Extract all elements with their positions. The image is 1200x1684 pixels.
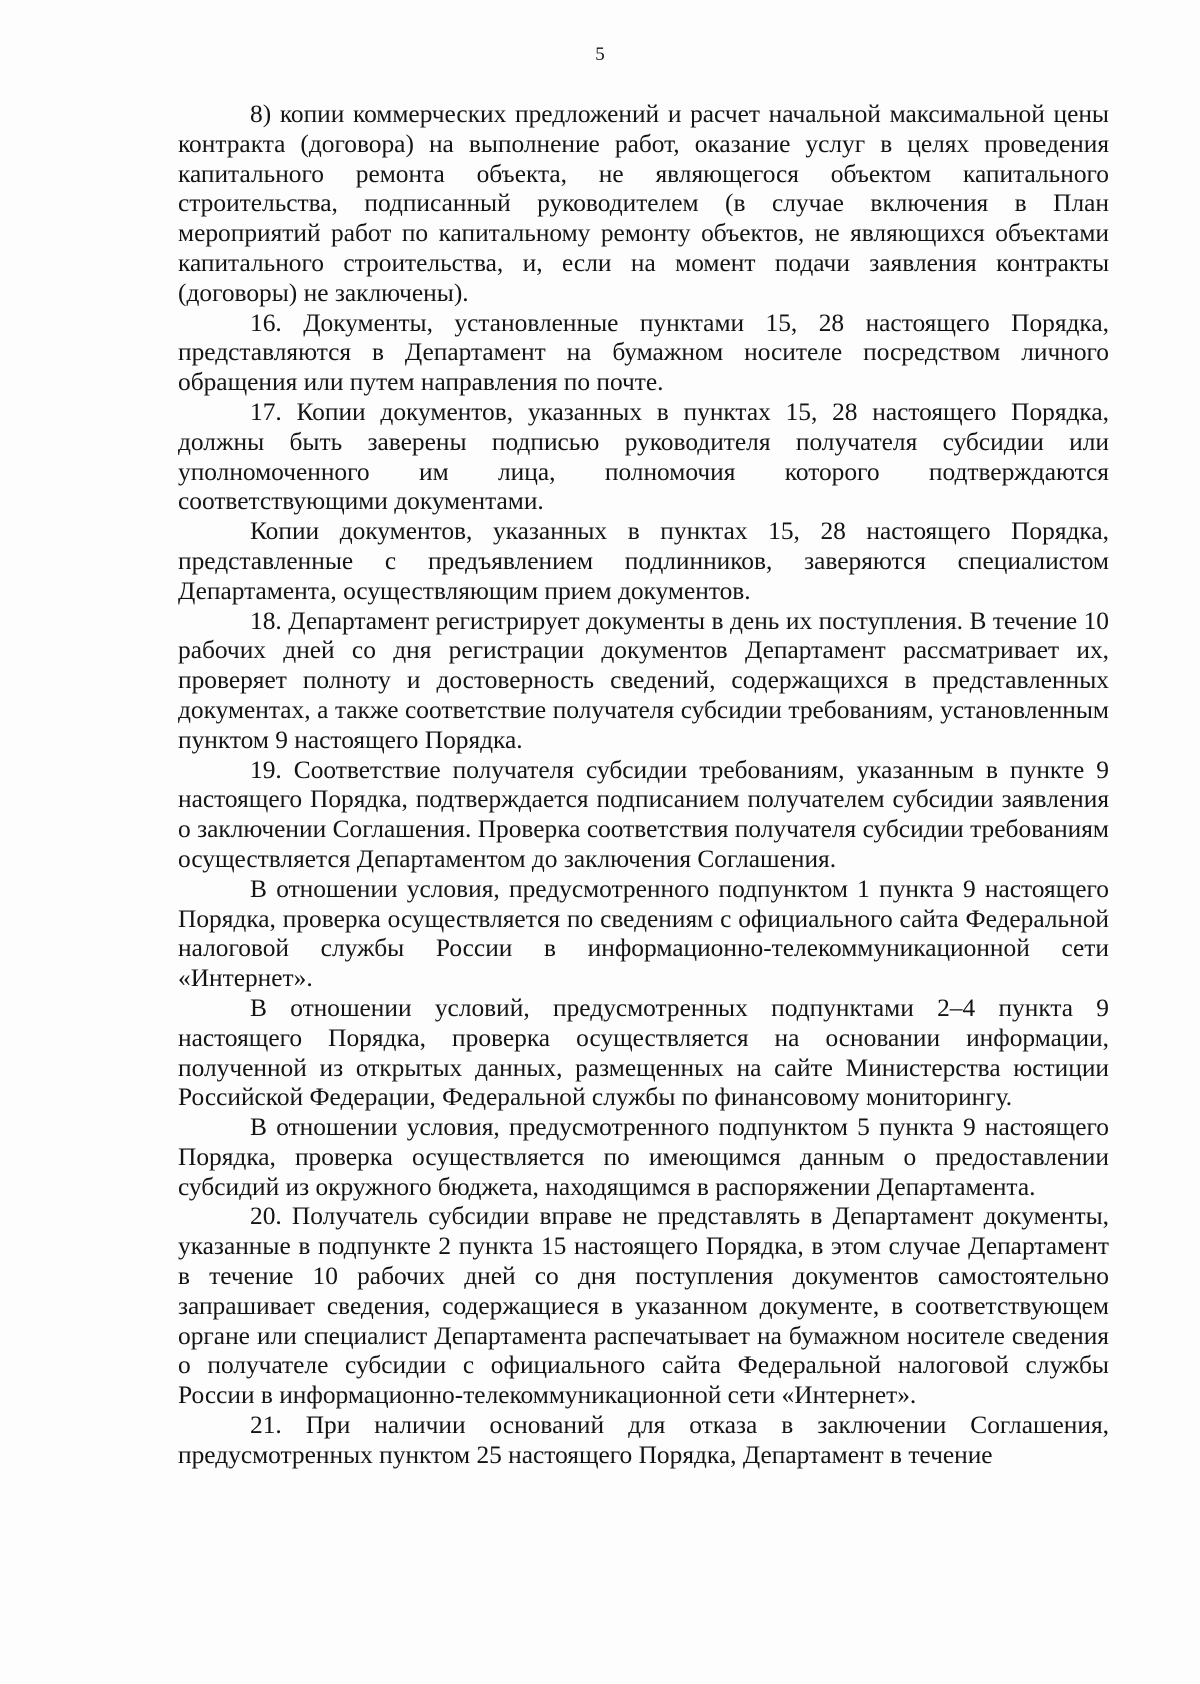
paragraph-21: 21. При наличии оснований для отказа в заключении Соглашения, предусмотренных пунктом 25 настоящего Порядка, Департамент в течение	[178, 1411, 1109, 1469]
paragraph-19: 19. Соответствие получателя субсидии требованиям, указанным в пункте 9 настоящего Порядка, подтверждается подписанием получателем субсидии заявления о заключении Соглашения. Проверка соответствия получателя субсидии требованиям осуществляется Департаментом до заключения Соглашения.	[178, 755, 1109, 873]
paragraph-18: 18. Департамент регистрирует документы в день их поступления. В течение 10 рабочих дней со дня регистрации документов Департамент рассматривает их, проверяет полноту и достоверность сведений, содержащихся в представленных документах, а также соответствие получателя субсидии требованиям, установленным пунктом 9 настоящего Порядка.	[178, 606, 1109, 754]
page-number: 5	[595, 44, 605, 65]
paragraph-17-continued: Копии документов, указанных в пунктах 15, 28 настоящего Порядка, представленные с предъявлением подлинников, заверяются специалистом Департамента, осуществляющим прием документов.	[178, 517, 1109, 605]
paragraph-16: 16. Документы, установленные пунктами 15, 28 настоящего Порядка, представляются в Департамент на бумажном носителе посредством личного обращения или путем направления по почте.	[178, 308, 1109, 397]
paragraph-19-conditions-2-4: В отношении условий, предусмотренных подпунктами 2–4 пункта 9 настоящего Порядка, проверка осуществляется на основании информации, полученной из открытых данных, размещенных на сайте Министерства юстиции Российской Федерации, Федеральной службы по финансовому мониторингу.	[178, 993, 1109, 1112]
paragraph-19-condition-1: В отношении условия, предусмотренного подпунктом 1 пункта 9 настоящего Порядка, проверка осуществляется по сведениям с официального сайта Федеральной налоговой службы России в информационно-телекоммуникационной сети «Интернет».	[178, 874, 1109, 993]
paragraph-19-condition-5: В отношении условия, предусмотренного подпунктом 5 пункта 9 настоящего Порядка, проверка осуществляется по имеющимся данным о предоставлении субсидий из окружного бюджета, находящимся в распоряжении Департамента.	[178, 1113, 1109, 1201]
paragraph-17: 17. Копии документов, указанных в пунктах 15, 28 настоящего Порядка, должны быть заверены подписью руководителя получателя субсидии или уполномоченного им лица, полномочия которого подтверждаются соответствующими документами.	[178, 397, 1109, 516]
document-body	[178, 100, 1109, 1471]
paragraph-item-8: 8) копии коммерческих предложений и расчет начальной максимальной цены контракта (договора) на выполнение работ, оказание услуг в целях проведения капитального ремонта объекта, не являющегося объектом капитального строительства, подписанный руководителем (в случае включения в План мероприятий работ по капитальному ремонту объектов, не являющихся объектами капитального строительства, и, если на момент подачи заявления контракты (договоры) не заключены).	[178, 100, 1109, 307]
paragraph-20: 20. Получатель субсидии вправе не представлять в Департамент документы, указанные в подпункте 2 пункта 15 настоящего Порядка, в этом случае Департамент в течение 10 рабочих дней со дня поступления документов самостоятельно запрашивает сведения, содержащиеся в указанном документе, в соответствующем органе или специалист Департамента распечатывает на бумажном носителе сведения о получателе субсидии с официального сайта Федеральной налоговой службы России в информационно-телекоммуникационной сети «Интернет».	[178, 1202, 1109, 1410]
